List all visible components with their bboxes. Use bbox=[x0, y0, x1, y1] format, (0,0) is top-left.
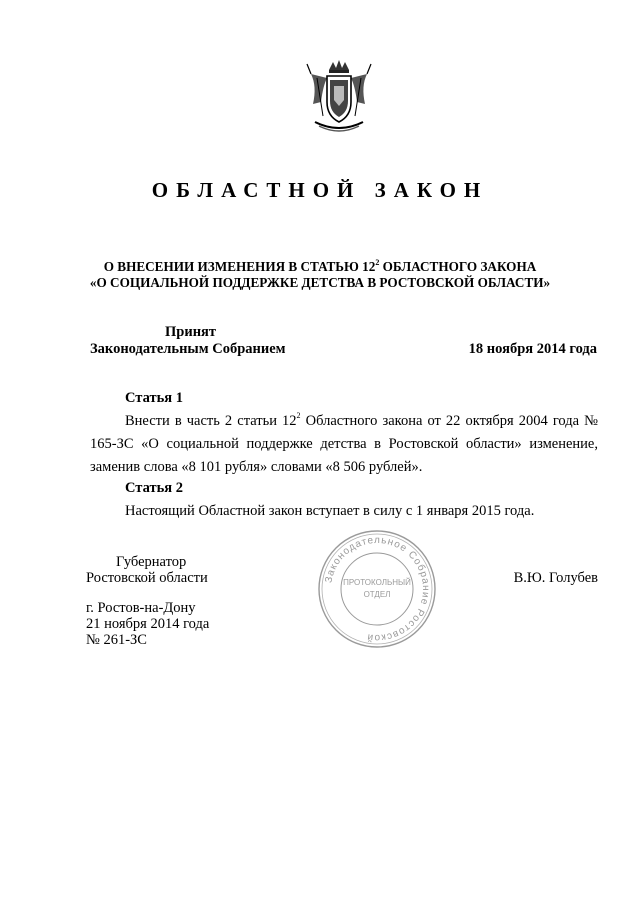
subtitle-line-1: О ВНЕСЕНИИ ИЗМЕНЕНИЯ В СТАТЬЮ $12^2$ ОБЛАСТНОГО ЗАКОНА bbox=[103, 257, 537, 274]
place-and-date bbox=[86, 600, 209, 648]
article-1-text: Внести в часть 2 статьи $12^2$ Областного закона от 22 октября 2004 года № 165-ЗС «О социальной поддержке детства в Ростовской области» изменение, заменив слова «8 101 рубля» словами «8 506 рублей». bbox=[90, 411, 598, 475]
article-2-heading: Статья 2 bbox=[125, 480, 183, 496]
article-1-heading: Статья 1 bbox=[125, 390, 183, 406]
stamp-center-line-2: ОТДЕЛ bbox=[363, 590, 391, 599]
law-number: № 261-ЗС bbox=[86, 632, 147, 648]
stamp-center-line-1: ПРОТОКОЛЬНЫЙ bbox=[343, 578, 411, 587]
coat-of-arms-icon bbox=[303, 56, 375, 136]
adopted-label: Принят bbox=[165, 324, 217, 340]
adopted-by: Законодательным Собранием bbox=[90, 341, 286, 357]
signer-name: В.Ю. Голубев bbox=[513, 570, 598, 586]
signing-date: 21 ноября 2014 года bbox=[86, 616, 210, 632]
signer-position-line-2: Ростовской области bbox=[86, 570, 208, 586]
subtitle-line-2: «О СОЦИАЛЬНОЙ ПОДДЕРЖКЕ ДЕТСТВА В РОСТОВСКОЙ ОБЛАСТИ» bbox=[89, 275, 551, 290]
adoption-date: 18 ноября 2014 года bbox=[468, 341, 597, 357]
document-title: ОБЛАСТНОЙ ЗАКОН bbox=[151, 178, 489, 202]
article-2-text: Настоящий Областной закон вступает в силу с 1 января 2015 года. bbox=[125, 503, 535, 519]
stamp-icon bbox=[315, 527, 439, 651]
law-subtitle bbox=[60, 259, 580, 291]
svg-text:Законодательное Собрание Росто bbox=[323, 535, 431, 643]
signer-position-line-1: Губернатор bbox=[116, 554, 187, 570]
stamp-ring-text: Законодательное Собрание Ростовской bbox=[323, 534, 432, 644]
city: г. Ростов-на-Дону bbox=[86, 600, 196, 616]
